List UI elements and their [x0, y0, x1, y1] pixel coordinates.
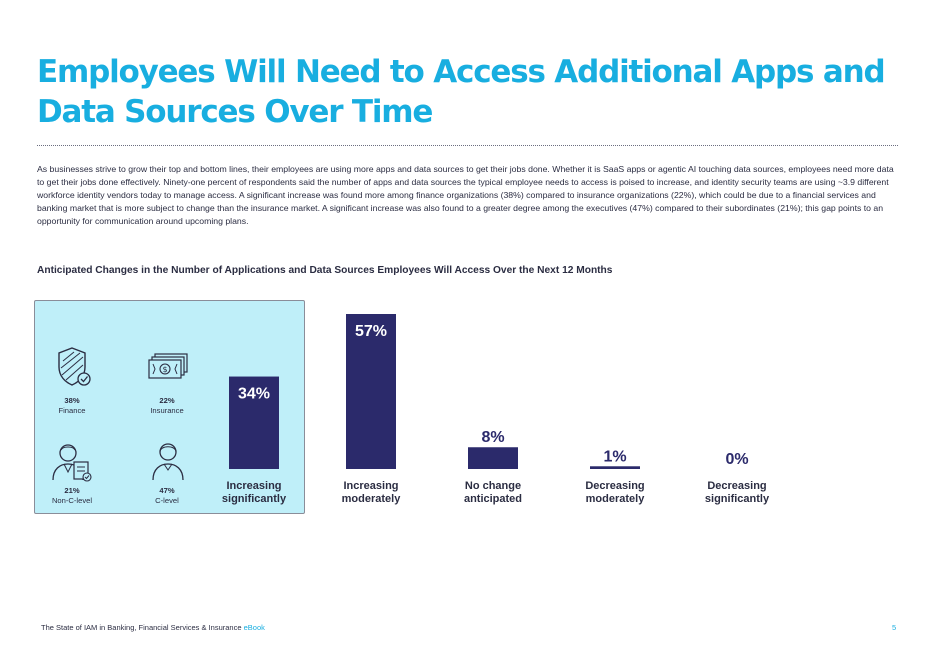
- body-paragraph: As businesses strive to grow their top and bottom lines, their employees are using more apps and data sources to get their jobs done. Whether it is SaaS apps or agentic AI touching data sources, employees need more data to get their jobs done effectively. Ninety-one percent of respondents said the number of apps and data sources the typical employee needs to access is poised to increase, and identity security teams are using ~3.9 different workforce identity vendors today to manage access. A significant increase was found more among finance organizations (38%) compared to insurance organizations (22%), which could be due to a financial services and banking market that is more subject to change than the insurance market. A significant increase was also found to a greater degree among the executives (47%) compared to their subordinates (21%); this gap points to an opportunity for communication around upcoming plans.: [37, 164, 894, 226]
- data-label: 8%: [481, 429, 505, 447]
- category-label: No change anticipated: [463, 480, 523, 505]
- data-label: 1%: [603, 448, 627, 466]
- segment-label: Non-C-level: [51, 496, 93, 505]
- footer: [41, 623, 265, 632]
- segment-pct: 38%: [64, 396, 80, 405]
- category-label: Increasing significantly: [221, 480, 287, 505]
- footer-text: The State of IAM in Banking, Financial Services & Insurance: [41, 623, 244, 632]
- data-label: 57%: [354, 323, 388, 340]
- category-label: Decreasing moderately: [585, 480, 645, 505]
- data-label: 34%: [237, 385, 271, 403]
- footer-accent: eBook: [243, 623, 265, 632]
- bar: [590, 466, 640, 469]
- page-number: 5: [892, 623, 897, 632]
- segment-label: Finance: [58, 406, 86, 415]
- data-label: 0%: [725, 451, 749, 468]
- segment-pct: 21%: [64, 486, 80, 495]
- category-label: Decreasing significantly: [704, 480, 770, 505]
- segment-pct: 47%: [159, 486, 175, 495]
- segment-label: C-level: [155, 496, 179, 505]
- segment-pct: 22%: [159, 396, 175, 405]
- chart-title: Anticipated Changes in the Number of Applications and Data Sources Employees Will Access Over the Next 12 Months: [37, 265, 613, 276]
- segment-label: Insurance: [150, 406, 184, 415]
- category-label: Increasing moderately: [341, 480, 401, 505]
- page-title: Employees Will Need to Access Additional Apps and Data Sources Over Time: [37, 54, 885, 130]
- svg-text:$: $: [162, 365, 168, 374]
- bar: [468, 447, 518, 469]
